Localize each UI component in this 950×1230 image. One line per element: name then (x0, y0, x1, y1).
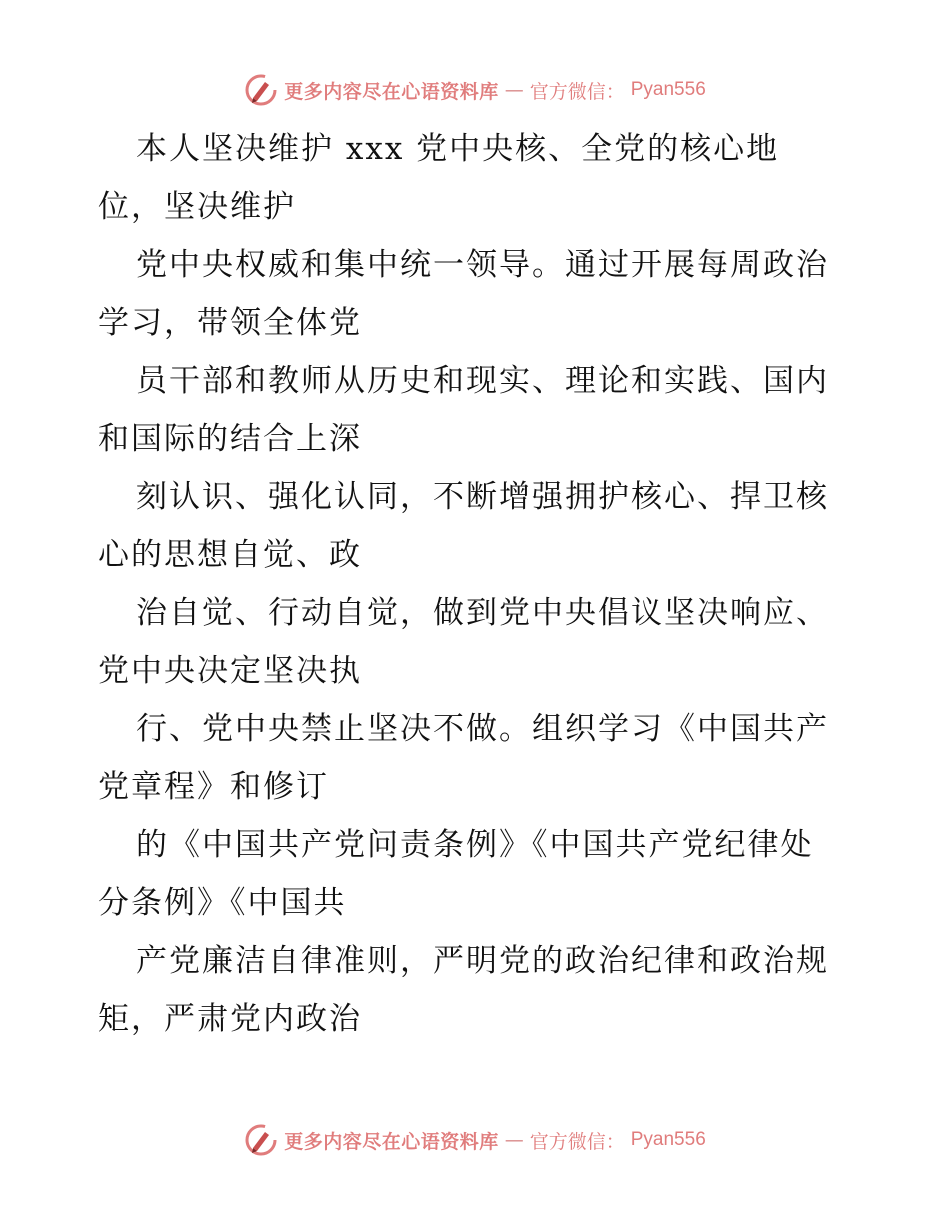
body-line: 产党廉洁自律准则，严明党的政治纪律和政治规 (136, 943, 829, 979)
body-line: 刻认识、强化认同，不断增强拥护核心、捍卫核 (136, 479, 829, 515)
body-line: 党中央决定坚决执 (98, 653, 362, 689)
body-line: 员干部和教师从历史和现实、理论和实践、国内 (136, 363, 829, 399)
body-line: 治自觉、行动自觉，做到党中央倡议坚决响应、 (136, 595, 829, 631)
header-banner (0, 70, 950, 110)
body-line: 心的思想自觉、政 (98, 537, 362, 573)
body-line: 位，坚决维护 (98, 189, 296, 225)
footer-main-text: 更多内容尽在心语资料库 (284, 1130, 499, 1153)
body-line: 本人坚决维护 xxx 党中央核、全党的核心地 (136, 131, 780, 167)
header-wechat-id: Pyan556 (630, 79, 706, 100)
body-line: 党章程》和修订 (98, 769, 329, 805)
footer-dash: — (504, 1129, 524, 1151)
pen-logo-icon (244, 73, 278, 107)
document-body (98, 120, 858, 1048)
body-line: 行、党中央禁止坚决不做。组织学习《中国共产 (136, 711, 829, 747)
header-wechat-label: 官方微信： (529, 80, 625, 103)
body-line: 分条例》《中国共 (98, 885, 347, 921)
footer-banner (0, 1120, 950, 1160)
footer-wechat-label: 官方微信： (529, 1130, 625, 1153)
body-line: 的《中国共产党问责条例》《中国共产党纪律处 (136, 827, 814, 863)
body-line: 和国际的结合上深 (98, 421, 362, 457)
body-line: 党中央权威和集中统一领导。通过开展每周政治 (136, 247, 829, 283)
footer-wechat-id: Pyan556 (630, 1129, 706, 1150)
header-dash: — (504, 79, 524, 101)
header-main-text: 更多内容尽在心语资料库 (284, 80, 499, 103)
body-line: 学习，带领全体党 (98, 305, 362, 341)
pen-logo-icon (244, 1123, 278, 1157)
body-line: 矩，严肃党内政治 (98, 1001, 362, 1037)
